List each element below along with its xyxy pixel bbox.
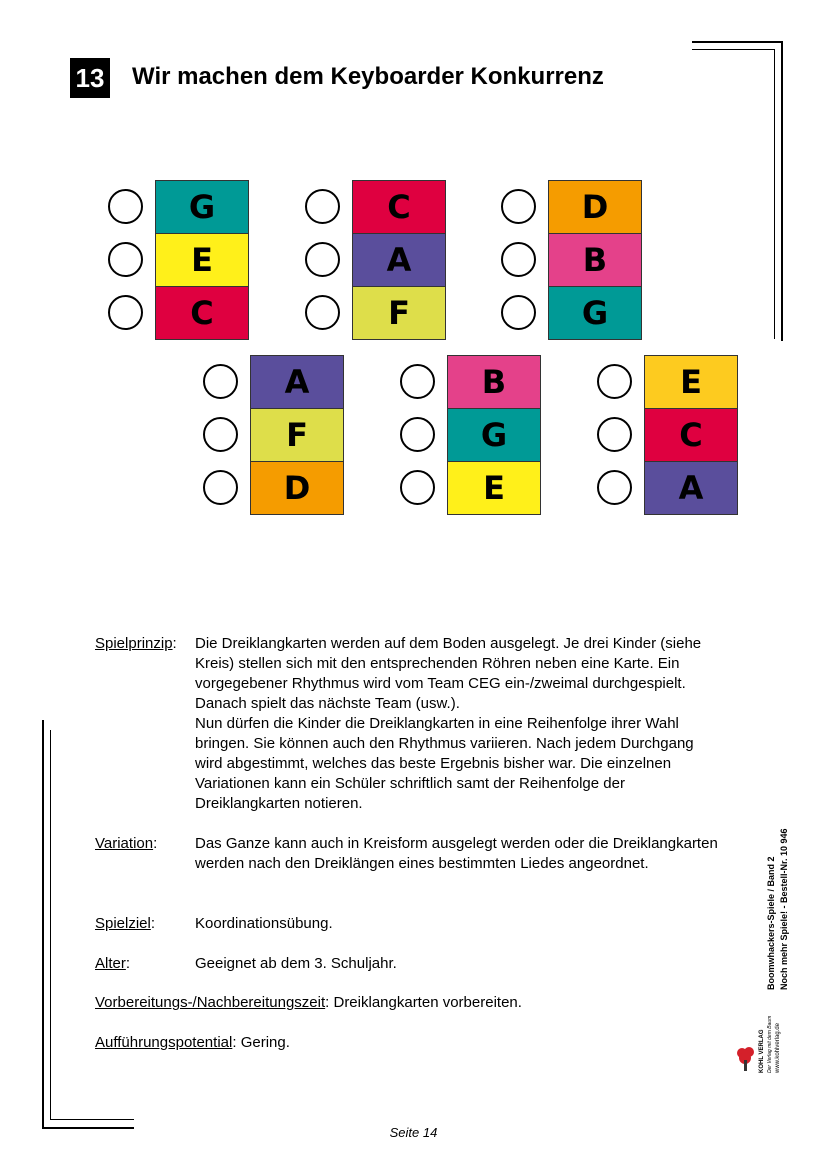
circle-icon [203, 470, 238, 505]
section-variation: Variation: Das Ganze kann auch in Kreisform ausgelegt werden oder die Dreiklangkarten werden nach den Dreiklängen eines bestimmten Liedes angeordnet. [95, 834, 735, 854]
publisher-logo-text [758, 997, 782, 1073]
note-card: D [548, 180, 642, 234]
frame-line [692, 41, 783, 43]
note-card: E [155, 233, 249, 287]
note-card: A [352, 233, 446, 287]
section-auffuehrung: Aufführungspotential: Gering. [95, 1034, 290, 1051]
card-row [305, 233, 445, 286]
note-card: F [352, 286, 446, 340]
note-card: E [447, 461, 541, 515]
page-title: Wir machen dem Keyboarder Konkurrenz [132, 63, 604, 90]
frame-line [774, 49, 775, 339]
frame-line [781, 41, 783, 341]
card-group [400, 355, 540, 514]
section-label: Aufführungspotential [95, 1034, 233, 1051]
circle-icon [400, 364, 435, 399]
frame-line [42, 720, 44, 1129]
section-vorbereitung: Vorbereitungs-/Nachbereitungszeit: Dreiklangkarten vorbereiten. [95, 994, 522, 1011]
card-row [501, 180, 641, 233]
card-group [305, 180, 445, 339]
circle-icon [597, 364, 632, 399]
section-label: Spielziel [95, 915, 151, 932]
card-row [597, 461, 737, 514]
note-card: A [250, 355, 344, 409]
card-row [501, 233, 641, 286]
section-label: Spielprinzip [95, 635, 173, 652]
publisher-tagline: Der Verlag mit dem Baum [767, 1015, 773, 1073]
note-card: G [155, 180, 249, 234]
section-text: Gering. [240, 1034, 290, 1051]
card-group [597, 355, 737, 514]
section-text: Das Ganze kann auch in Kreisform ausgelegt werden oder die Dreiklangkarten werden nach den Dreiklängen eines bestimmten Liedes angeordnet. [195, 835, 718, 872]
card-row [203, 355, 343, 408]
card-row [108, 233, 248, 286]
circle-icon [203, 417, 238, 452]
section-text: Nun dürfen die Kinder die Dreiklangkarten in eine Reihenfolge ihrer Wahl bringen. Sie können auch den Rhythmus variieren. Nach jedem Durchgang wird abgestimmt, welches das beste Ergebnis bisher war. Die einzelnen Variationen kann ein Schüler schriftlich samt der Reihenfolge der Dreiklangkarten notieren. [195, 715, 694, 812]
circle-icon [400, 417, 435, 452]
card-row [400, 355, 540, 408]
circle-icon [501, 242, 536, 277]
note-card: E [644, 355, 738, 409]
section-alter: Alter: Geeignet ab dem 3. Schuljahr. [95, 954, 735, 974]
circle-icon [400, 470, 435, 505]
card-group [501, 180, 641, 339]
circle-icon [305, 189, 340, 224]
note-card: B [548, 233, 642, 287]
note-card: C [155, 286, 249, 340]
note-card: D [250, 461, 344, 515]
tree-logo-icon [736, 1045, 756, 1071]
circle-icon [108, 295, 143, 330]
section-text: Koordinationsübung. [195, 915, 333, 932]
circle-icon [203, 364, 238, 399]
card-row [108, 286, 248, 339]
card-row [305, 180, 445, 233]
circle-icon [597, 470, 632, 505]
card-row [501, 286, 641, 339]
publisher-name: KOHL VERLAG [759, 1029, 765, 1073]
order-number: Noch mehr Spiele! - Bestell-Nr. 10 946 [779, 828, 789, 990]
section-text: Die Dreiklangkarten werden auf dem Boden ausgelegt. Je drei Kinder (siehe Kreis) stellen sich mit den entsprechenden Röhren neben eine Karte. Ein vorgegebener Rhythmus wird vom Team CEG ein-/zweimal durchgespielt. Danach spielt das nächste Team (usw.). [195, 635, 702, 712]
circle-icon [501, 295, 536, 330]
note-card: B [447, 355, 541, 409]
card-row [203, 408, 343, 461]
circle-icon [108, 189, 143, 224]
section-label: Alter [95, 955, 126, 972]
card-row [400, 408, 540, 461]
publisher-url: www.kohlverlag.de [775, 1022, 781, 1073]
frame-line [692, 49, 775, 50]
card-row [108, 180, 248, 233]
card-row [597, 355, 737, 408]
section-text: Dreiklangkarten vorbereiten. [333, 994, 522, 1011]
circle-icon [597, 417, 632, 452]
note-card: C [352, 180, 446, 234]
note-card: F [250, 408, 344, 462]
section-spielziel: Spielziel: Koordinationsübung. [95, 914, 735, 934]
circle-icon [305, 295, 340, 330]
note-card: C [644, 408, 738, 462]
circle-icon [501, 189, 536, 224]
section-label: Vorbereitungs-/Nachbereitungszeit [95, 994, 326, 1011]
section-spielprinzip: Spielprinzip: Die Dreiklangkarten werden auf dem Boden ausgelegt. Je drei Kinder (siehe Kreis) stellen sich mit den entsprechenden Röhren neben eine Karte. Ein vorgegebener Rhythmus wird vom Team CEG ein-/zweimal durchgespielt. Danach spielt das nächste Team (usw.). Nun dürfen die Kinder die Dreiklangkarten in eine Reihenfolge ihrer Wahl bringen. Sie können auch den Rhythmus variieren. Nach jedem Durchgang wird abgestimmt, welches das beste Ergebnis bisher war. Die einzelnen Variationen kann ein Schüler schriftlich samt der Reihenfolge der Dreiklangkarten notieren. [95, 634, 735, 654]
section-label: Variation [95, 835, 154, 852]
circle-icon [305, 242, 340, 277]
note-card: A [644, 461, 738, 515]
frame-line [50, 1119, 134, 1120]
circle-icon [108, 242, 143, 277]
card-row [305, 286, 445, 339]
card-group [108, 180, 248, 339]
frame-line [50, 730, 51, 1120]
card-group [203, 355, 343, 514]
card-row [400, 461, 540, 514]
note-card: G [548, 286, 642, 340]
game-number: 13 [70, 58, 110, 98]
page-number: Seite 14 [389, 1125, 438, 1140]
card-row [597, 408, 737, 461]
card-row [203, 461, 343, 514]
sidebar-info [765, 780, 791, 990]
series-title: Boomwhackers-Spiele / Band 2 [766, 856, 776, 990]
section-text: Geeignet ab dem 3. Schuljahr. [195, 955, 397, 972]
note-card: G [447, 408, 541, 462]
